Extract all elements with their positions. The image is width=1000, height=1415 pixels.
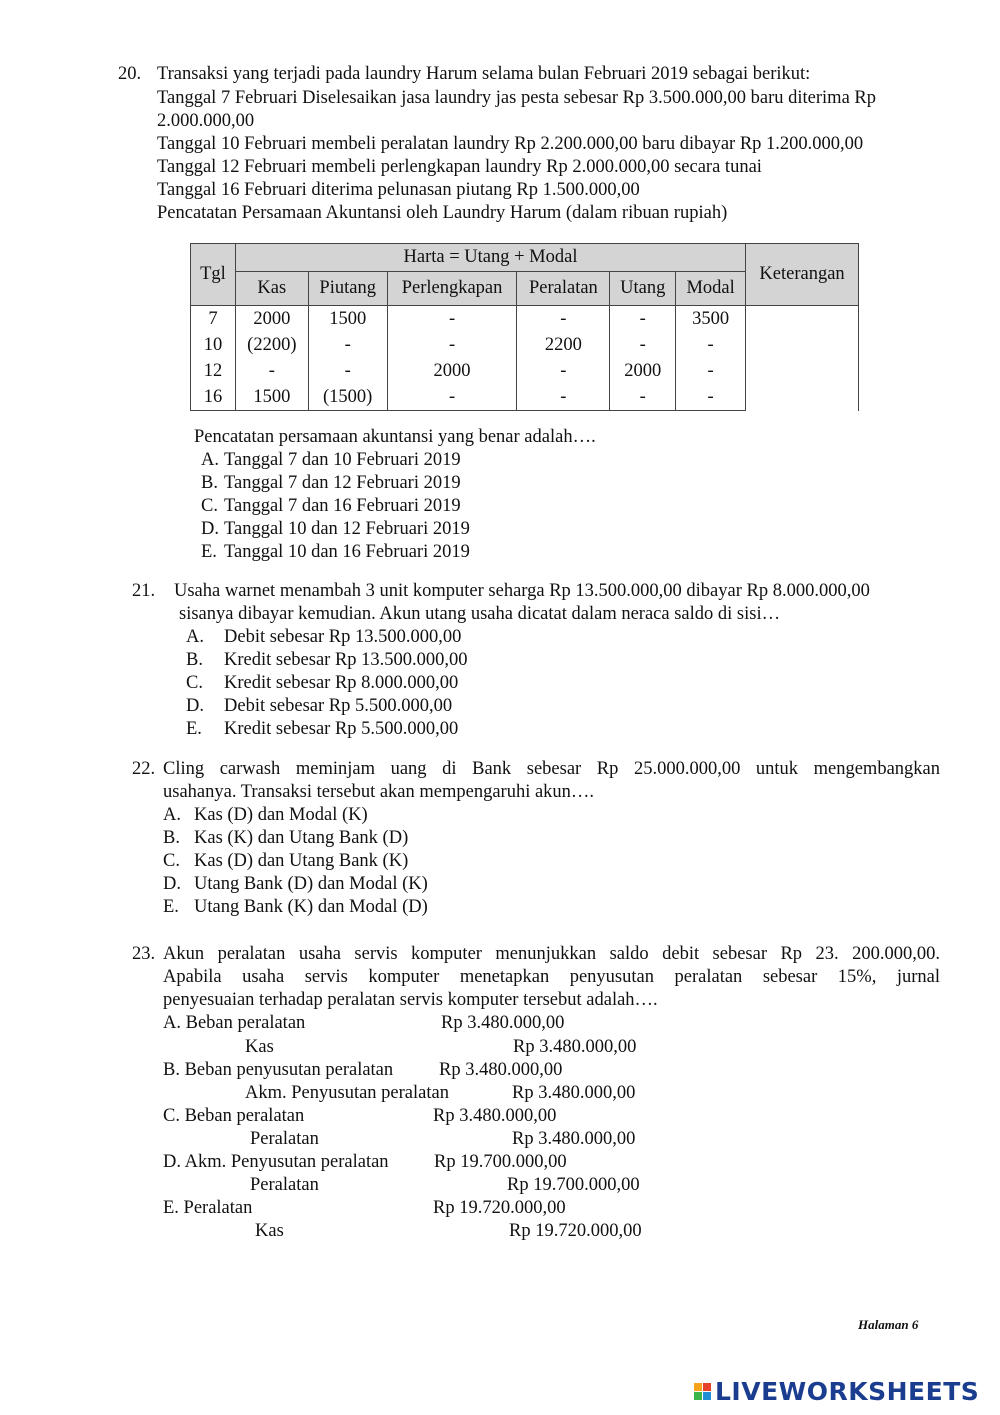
journal-credit-label: Peralatan	[250, 1129, 319, 1149]
journal-credit-amount: Rp 3.480.000,00	[512, 1083, 636, 1103]
journal-debit-amount: Rp 3.480.000,00	[439, 1060, 563, 1080]
header-kas: Kas	[235, 272, 308, 306]
option-letter: A.	[163, 805, 181, 825]
question-text: Apabila usaha servis komputer menetapkan penyusutan peralatan sebesar 15%, jurnal	[163, 967, 940, 987]
option-text: Kas (K) dan Utang Bank (D)	[194, 828, 409, 848]
option-letter: E.	[186, 719, 202, 739]
cell-tgl: 10	[191, 332, 236, 358]
journal-credit-label: Kas	[245, 1037, 274, 1057]
table-cell: -	[308, 332, 387, 358]
table-cell: 1500	[308, 306, 387, 333]
option-text: Tanggal 7 dan 10 Februari 2019	[224, 450, 461, 470]
table-cell: 2000	[387, 358, 517, 384]
cell-keterangan	[746, 306, 859, 411]
header-peralatan: Peralatan	[517, 272, 610, 306]
table-cell: 2000	[610, 358, 676, 384]
journal-debit-label: E. Peralatan	[163, 1198, 253, 1218]
table-row	[191, 306, 859, 333]
question-text: Usaha warnet menambah 3 unit komputer seharga Rp 13.500.000,00 dibayar Rp 8.000.000,00	[174, 581, 870, 601]
option-letter: B.	[186, 650, 203, 670]
journal-debit-label: B. Beban penyusutan peralatan	[163, 1060, 394, 1080]
question-number: 21.	[132, 581, 156, 601]
question-text: usahanya. Transaksi tersebut akan mempengaruhi akun….	[163, 782, 595, 802]
journal-credit-amount: Rp 19.720.000,00	[509, 1221, 642, 1241]
table-cell: -	[517, 358, 610, 384]
question-number: 20.	[118, 64, 142, 84]
journal-debit-label: D. Akm. Penyusutan peralatan	[163, 1152, 389, 1172]
option-text: Tanggal 10 dan 12 Februari 2019	[224, 519, 470, 539]
option-text: Tanggal 10 dan 16 Februari 2019	[224, 542, 470, 562]
table-cell: 3500	[676, 306, 746, 333]
question-text: Tanggal 16 Februari diterima pelunasan piutang Rp 1.500.000,00	[157, 180, 640, 200]
table-cell: 2000	[235, 306, 308, 333]
table-cell: -	[387, 332, 517, 358]
table-cell: -	[676, 332, 746, 358]
option-text: Tanggal 7 dan 16 Februari 2019	[224, 496, 461, 516]
cell-tgl: 7	[191, 306, 236, 333]
option-text: Kredit sebesar Rp 5.500.000,00	[224, 719, 459, 739]
header-modal: Modal	[676, 272, 746, 306]
option-letter: A.	[186, 627, 204, 647]
option-text: Kredit sebesar Rp 13.500.000,00	[224, 650, 468, 670]
journal-credit-amount: Rp 19.700.000,00	[507, 1175, 640, 1195]
option-letter: C.	[163, 851, 180, 871]
question-text: 2.000.000,00	[157, 111, 255, 131]
option-letter: C.	[201, 496, 218, 516]
table-cell: (2200)	[235, 332, 308, 358]
table-cell: -	[517, 384, 610, 411]
option-letter: B.	[201, 473, 218, 493]
question-text: sisanya dibayar kemudian. Akun utang usaha dicatat dalam neraca saldo di sisi…	[179, 604, 781, 624]
option-letter: A.	[201, 450, 219, 470]
option-text: Utang Bank (D) dan Modal (K)	[194, 874, 428, 894]
table-cell: -	[387, 384, 517, 411]
table-cell: -	[610, 332, 676, 358]
option-text: Kredit sebesar Rp 8.000.000,00	[224, 673, 459, 693]
option-letter: E.	[201, 542, 217, 562]
question-text: Transaksi yang terjadi pada laundry Harum selama bulan Februari 2019 sebagai berikut:	[157, 64, 811, 84]
question-text: Tanggal 12 Februari membeli perlengkapan laundry Rp 2.000.000,00 secara tunai	[157, 157, 762, 177]
journal-debit-amount: Rp 3.480.000,00	[441, 1013, 565, 1033]
question-number: 23.	[132, 944, 156, 964]
brand-name: LIVEWORKSHEETS	[715, 1376, 980, 1406]
table-cell: -	[610, 306, 676, 333]
journal-debit-amount: Rp 19.700.000,00	[434, 1152, 567, 1172]
question-prompt: Pencatatan persamaan akuntansi yang benar adalah….	[194, 427, 596, 447]
journal-debit-label: C. Beban peralatan	[163, 1106, 305, 1126]
question-text: Cling carwash meminjam uang di Bank sebesar Rp 25.000.000,00 untuk mengembangkan	[163, 759, 940, 779]
table-cell: -	[387, 306, 517, 333]
table-cell: -	[676, 384, 746, 411]
option-letter: D.	[186, 696, 204, 716]
header-utang: Utang	[610, 272, 676, 306]
table-cell: -	[610, 384, 676, 411]
option-letter: C.	[186, 673, 203, 693]
journal-credit-label: Kas	[255, 1221, 284, 1241]
question-text: Akun peralatan usaha servis komputer menunjukkan saldo debit sebesar Rp 23. 200.000,00.	[163, 944, 940, 964]
journal-debit-label: A. Beban peralatan	[163, 1013, 306, 1033]
question-text: Tanggal 10 Februari membeli peralatan laundry Rp 2.200.000,00 baru dibayar Rp 1.200.000,00	[157, 134, 864, 154]
liveworksheets-logo	[694, 1376, 979, 1406]
option-text: Utang Bank (K) dan Modal (D)	[194, 897, 428, 917]
table-cell: (1500)	[308, 384, 387, 411]
liveworksheets-logo-icon	[694, 1383, 711, 1400]
option-text: Debit sebesar Rp 5.500.000,00	[224, 696, 453, 716]
option-text: Debit sebesar Rp 13.500.000,00	[224, 627, 462, 647]
cell-tgl: 16	[191, 384, 236, 411]
journal-credit-label: Peralatan	[250, 1175, 319, 1195]
option-text: Tanggal 7 dan 12 Februari 2019	[224, 473, 461, 493]
table-cell: -	[517, 306, 610, 333]
question-text: Pencatatan Persamaan Akuntansi oleh Laundry Harum (dalam ribuan rupiah)	[157, 203, 728, 223]
journal-credit-amount: Rp 3.480.000,00	[512, 1129, 636, 1149]
header-group: Harta = Utang + Modal	[235, 244, 745, 272]
question-number: 22.	[132, 759, 156, 779]
option-letter: E.	[163, 897, 179, 917]
page-number: Halaman 6	[858, 1317, 919, 1332]
question-text: Tanggal 7 Februari Diselesaikan jasa laundry jas pesta sebesar Rp 3.500.000,00 baru diterima Rp	[157, 88, 876, 108]
option-letter: B.	[163, 828, 180, 848]
header-perlengkapan: Perlengkapan	[387, 272, 517, 306]
option-letter: D.	[163, 874, 181, 894]
journal-credit-label: Akm. Penyusutan peralatan	[245, 1083, 449, 1103]
header-piutang: Piutang	[308, 272, 387, 306]
cell-tgl: 12	[191, 358, 236, 384]
table-cell: -	[676, 358, 746, 384]
journal-debit-amount: Rp 19.720.000,00	[433, 1198, 566, 1218]
option-letter: D.	[201, 519, 219, 539]
table-cell: -	[235, 358, 308, 384]
question-text: penyesuaian terhadap peralatan servis komputer tersebut adalah….	[163, 990, 658, 1010]
table-cell: 1500	[235, 384, 308, 411]
header-keterangan: Keterangan	[746, 244, 859, 306]
header-tgl: Tgl	[191, 244, 236, 306]
table-cell: -	[308, 358, 387, 384]
table-cell: 2200	[517, 332, 610, 358]
option-text: Kas (D) dan Modal (K)	[194, 805, 368, 825]
option-text: Kas (D) dan Utang Bank (K)	[194, 851, 409, 871]
journal-credit-amount: Rp 3.480.000,00	[513, 1037, 637, 1057]
journal-debit-amount: Rp 3.480.000,00	[433, 1106, 557, 1126]
accounting-equation-table	[190, 243, 859, 411]
